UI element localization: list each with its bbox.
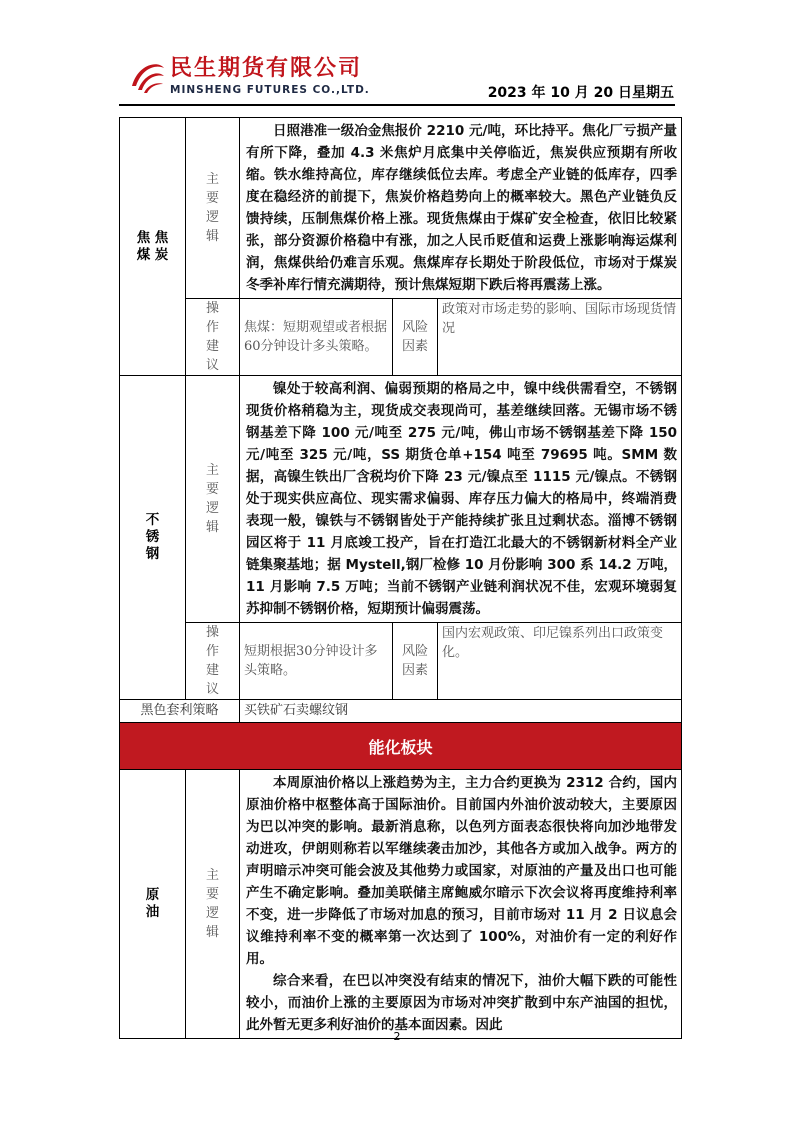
crude-logic-row: [120, 770, 682, 1039]
crude-logic-paragraph-1: 本周原油价格以上涨趋势为主，主力合约更换为 2312 合约，国内原油价格中枢整体高于国际油价。目前国内外油价波动较大，主要原因为巴以冲突的影响。最新消息称，以色列方面表态很快将向加沙地带发动进攻，伊朗则称若以军继续袭击加沙，其他各方或加入战争。两方的声明暗示冲突可能会波及其他势力或国家，对原油的产量及出口也可能产生不确定影响。叠加美联储主席鲍威尔暗示下次会议将再度维持利率不变，进一步降低了市场对加息的预习，目前市场对 11 月 2 日议息会议维持利率不变的概率第一次达到了 100%，对油价有一定的利好作用。: [246, 775, 678, 967]
arbitrage-label: 黑色套利策略: [120, 700, 240, 723]
coke-logic-row: [120, 118, 682, 299]
steel-op-text: 短期根据30分钟设计多头策略。: [240, 623, 393, 700]
arbitrage-value: 买铁矿石卖螺纹钢: [240, 700, 682, 723]
steel-op-row: [120, 623, 682, 700]
brand-name-en: MINSHENG FUTURES CO.,LTD.: [170, 84, 370, 96]
steel-logic-row: [120, 376, 682, 623]
category-crude-oil: [120, 770, 186, 1039]
category-name-coking-coal: 焦煤: [136, 229, 151, 263]
category-coke: [120, 118, 186, 376]
coke-op-text: 焦煤：短期观望或者根据60分钟设计多头策略。: [240, 299, 393, 376]
op-label: 操作建议: [186, 299, 240, 376]
logic-label: 主要逻辑: [186, 376, 240, 623]
section-title-energy-chemicals: 能化板块: [120, 723, 682, 770]
steel-risk-text: 国内宏观政策、印尼镍系列出口政策变化。: [438, 623, 682, 700]
logic-label: 主要逻辑: [186, 770, 240, 1039]
risk-label: 风险因素: [393, 299, 438, 376]
crude-logic-text: [240, 770, 682, 1039]
category-name-stainless-steel: 不锈钢: [145, 512, 160, 562]
coke-risk-text: 政策对市场走势的影响、国际市场现货情况: [438, 299, 682, 376]
arbitrage-row: [120, 700, 682, 723]
category-name-crude-oil: 原油: [145, 887, 160, 920]
page-header: [0, 0, 794, 110]
category-stainless-steel: [120, 376, 186, 700]
crude-logic-paragraph-2: 综合来看，在巴以冲突没有结束的情况下，油价大幅下跌的可能性较小，而油价上涨的主要原因为市场对冲突扩散到中东产油国的担忧，此外暂无更多利好油价的基本面因素。因此: [246, 973, 678, 1033]
report-date: 2023 年 10 月 20 日星期五: [487, 85, 674, 101]
category-name-coke: 焦炭: [154, 229, 169, 263]
logic-label: 主要逻辑: [186, 118, 240, 299]
steel-logic-text: 镍处于较高利润、偏弱预期的格局之中，镍中线供需看空，不锈钢现货价格稍稳为主，现货成交表现尚可，基差继续回落。无锡市场不锈钢基差下降 100 元/吨至 275 元/吨，佛山市场不锈钢基差下降 150 元/吨至 325 元/吨，SS 期货仓单+154 吨至 79695 吨。SMM 数据，高镍生铁出厂含税均价下降 23 元/镍点至 1115 元/镍点。不锈钢处于现实供应高位、现实需求偏弱、库存压力偏大的格局中，终端消费表现一般，镍铁与不锈钢皆处于产能持续扩张且过剩状态。淄博不锈钢园区将于 11 月底竣工投产，旨在打造江北最大的不锈钢新材料全产业链集聚基地；据 Mystell,钢厂检修 10 月份影响 300 系 14.2 万吨，11 月影响 7.5 万吨；当前不锈钢产业链利润状况不佳，宏观环境弱复苏抑制不锈钢价格，短期预计偏弱震荡。: [240, 376, 682, 623]
report-table: [119, 117, 681, 1039]
brand-name-cn: 民生期货有限公司: [170, 56, 363, 81]
coke-logic-text: 日照港准一级冶金焦报价 2210 元/吨，环比持平。焦化厂亏损产量有所下降，叠加 4.3 米焦炉月底集中关停临近，焦炭供应预期有所收缩。铁水维持高位，库存继续低位去库。考虑全产业链的低库存，四季度在稳经济的前提下，焦炭价格趋势向上的概率较大。黑色产业链负反馈持续，压制焦煤价格上涨。现货焦煤由于煤矿安全检查，依旧比较紧张，部分资源价格稳中有涨，加之人民币贬值和运费上涨影响海运煤利润，焦煤供给仍难言乐观。焦煤库存长期处于阶段低位，市场对于煤炭冬季补库行情充满期待，预计焦煤短期下跌后将再震荡上涨。: [240, 118, 682, 299]
section-header-row: [120, 723, 682, 770]
header-rule: [119, 104, 675, 106]
coke-op-row: [120, 299, 682, 376]
minsheng-logo-icon: [128, 56, 168, 96]
risk-label: 风险因素: [393, 623, 438, 700]
page-number: 2: [393, 1030, 401, 1043]
company-logo: [128, 56, 368, 104]
op-label: 操作建议: [186, 623, 240, 700]
